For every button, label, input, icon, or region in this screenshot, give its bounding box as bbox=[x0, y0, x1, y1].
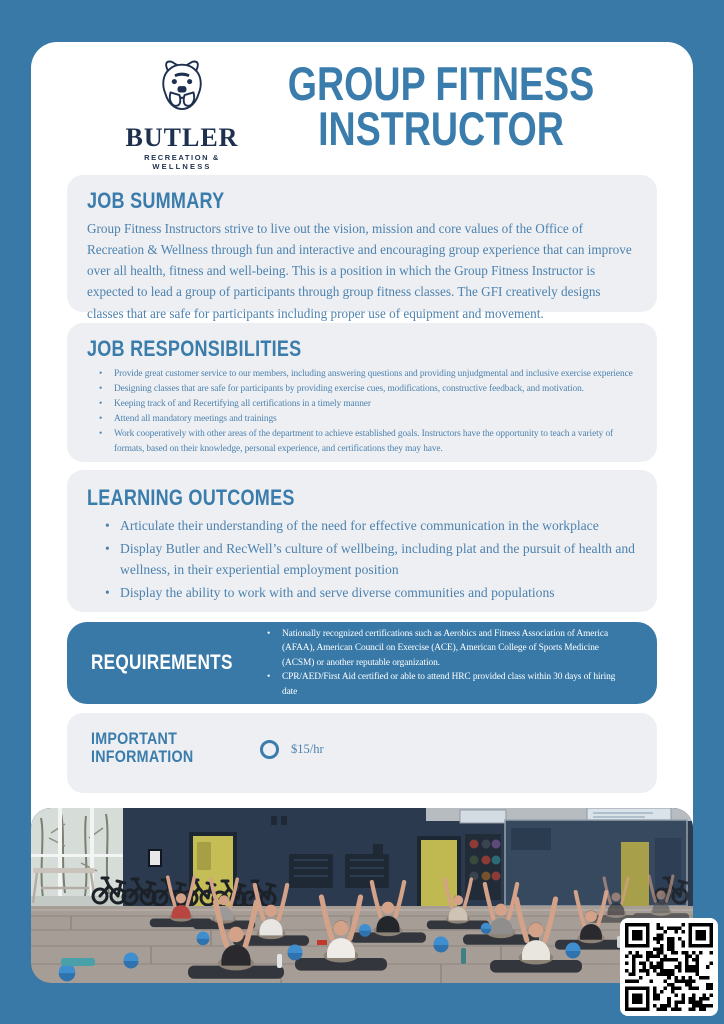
logo-brand: BUTLER bbox=[125, 123, 239, 152]
page-title bbox=[223, 57, 659, 155]
section-job-summary bbox=[67, 175, 657, 321]
list-item: • Work cooperatively with other areas of the department to achieve established goals. Instructors have the opportunity to teach a variety of formats, based on their knowledge, personal experience, and certifications they may have. bbox=[99, 427, 637, 457]
list-item: • Provide great customer service to our members, including answering questions and providing unjudgmental and inclusive exercise experience bbox=[99, 367, 637, 382]
list-item: • Display the ability to work with and serve diverse communities and populations bbox=[105, 583, 637, 603]
list-item: • Designing classes that are safe for participants by providing exercise cues, modifications, constructive feedback, and motivation. bbox=[99, 382, 637, 397]
job-responsibilities-list bbox=[87, 367, 637, 457]
job-summary-heading: JOB SUMMARY bbox=[87, 188, 225, 213]
list-item: • Attend all mandatory meetings and trainings bbox=[99, 412, 637, 427]
qr-code-pattern bbox=[625, 923, 713, 1011]
section-requirements bbox=[67, 622, 657, 704]
job-responsibilities-heading: JOB RESPONSIBILITIES bbox=[87, 336, 302, 361]
important-information-heading-line-2: INFORMATION bbox=[91, 747, 194, 767]
page-title-line-2: INSTRUCTOR bbox=[318, 101, 564, 155]
qr-code bbox=[620, 918, 718, 1016]
list-item: • Keeping track of and Recertifying all certifications in a timely manner bbox=[99, 397, 637, 412]
list-item: • Nationally recognized certifications such as Aerobics and Fitness Association of America (AFAA), American Council on Exercise (ACE), American College of Sports Medicine (ACSM) or another reputable organization. bbox=[267, 627, 631, 671]
group-fitness-class-photo bbox=[31, 808, 693, 983]
list-item: • Articulate their understanding of the need for effective communication in the workplace bbox=[105, 516, 637, 536]
logo-subline-1: RECREATION & bbox=[144, 153, 220, 162]
learning-outcomes-list bbox=[87, 516, 637, 604]
page-title-line-1: GROUP FITNESS bbox=[287, 57, 595, 110]
fitness-studio-illustration bbox=[31, 808, 693, 983]
important-information-heading-line-1: IMPORTANT bbox=[91, 729, 178, 748]
flyer-panel bbox=[31, 42, 693, 983]
job-summary-body: Group Fitness Instructors strive to live out the vision, mission and core values of the Office of Recreation & Wellness through fun and interactive and encouraging group experience that can improve over all health, fitness and well-being. This is a position in which the Group Fitness Instructor is expected to lead a group of participants through group fitness classes. The GFI creatively designs classes that are safe for participants including proper use of equipment and movement. bbox=[87, 221, 632, 321]
requirements-heading: REQUIREMENTS bbox=[91, 651, 233, 674]
circle-outline-icon bbox=[260, 740, 279, 759]
important-information-heading bbox=[91, 730, 193, 766]
studio-windows bbox=[31, 808, 123, 906]
bulldog-icon bbox=[150, 58, 214, 118]
learning-outcomes-heading: LEARNING OUTCOMES bbox=[87, 485, 295, 510]
pay-rate-label: $15/hr bbox=[291, 742, 324, 756]
logo-subline-2: WELLNESS bbox=[152, 162, 212, 172]
section-learning-outcomes bbox=[67, 470, 657, 612]
section-important-information bbox=[67, 713, 657, 793]
list-item: • Display Butler and RecWell’s culture of wellbeing, including plat and the pursuit of health and wellness, in their experiential employment position bbox=[105, 539, 637, 580]
requirements-list bbox=[255, 627, 657, 700]
section-job-responsibilities bbox=[67, 323, 657, 462]
list-item: • CPR/AED/First Aid certified or able to attend HRC provided class within 30 days of hiring date bbox=[267, 670, 631, 699]
requirements-heading-wrap bbox=[67, 651, 255, 675]
wall-screen bbox=[460, 810, 506, 823]
